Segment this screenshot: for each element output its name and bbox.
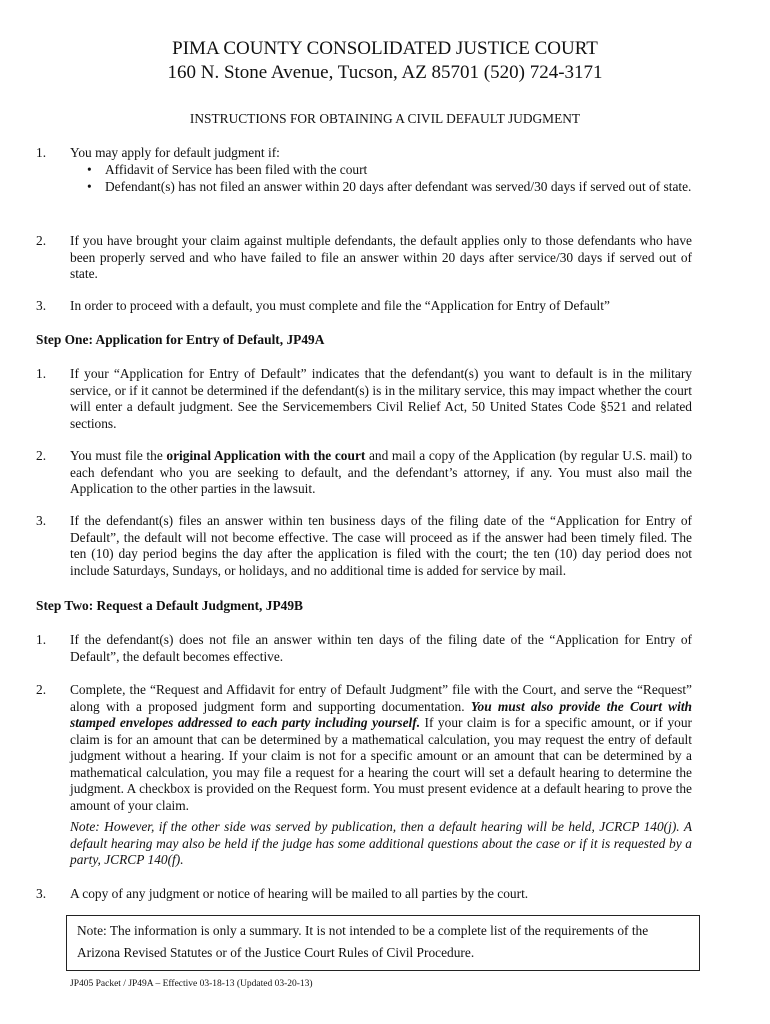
item-text: In order to proceed with a default, you must complete and file the “Application for Entry of Default” <box>70 298 610 313</box>
item-text: You may apply for default judgment if: <box>70 145 280 160</box>
item-text: If your “Application for Entry of Default” indicates that the defendant(s) you want to default is in the military service, or if it cannot be determined if the defendant(s) is in the military service, this may impact whether the court will enter a default judgment. See the Servicemembers Civil Relief Act, 50 United States Code §521 and related sections. <box>70 366 692 431</box>
item-text: If the defendant(s) files an answer within ten business days of the filing date of the “Application for Entry of Default”, the default will not become effective. The case will proceed as if the answer had been timely filed. The ten (10) day period begins the day after the application is filed with the court; the ten (10) day period does not include Saturdays, Sundays, or holidays, and no additional time is added for service by mail. <box>70 513 692 578</box>
item-text <box>70 448 692 498</box>
item-number: 2. <box>36 233 47 248</box>
bold-text: original Application with the court <box>166 448 366 463</box>
bold-italic-text: You must also provide the Court with stamped envelopes addressed to each party including yourself. <box>70 698 693 730</box>
item-number: 3. <box>36 513 47 528</box>
item-number: 1. <box>36 366 47 381</box>
text-segment: and mail a copy of the Application (by regular U.S. mail) to each defendant who you are seeking to default, and the defendant’s attorney, if any. You must also mail the Application to the other parties in the lawsuit. <box>70 448 693 496</box>
bullet-text: Defendant(s) has not filed an answer within 20 days after defendant was served/30 days if served out of state. <box>105 179 692 194</box>
item-text: If the defendant(s) does not file an answer within ten days of the filing date of the “Application for Entry of Default”, the default becomes effective. <box>70 632 692 664</box>
intro-item-3 <box>36 298 692 315</box>
step-two-heading: Step Two: Request a Default Judgment, JP49B <box>36 598 303 613</box>
document-heading: INSTRUCTIONS FOR OBTAINING A CIVIL DEFAULT JUDGMENT <box>189 111 581 126</box>
step-two-item-3 <box>36 886 692 903</box>
bullet-text: Affidavit of Service has been filed with the court <box>105 162 368 177</box>
bullet-item: • Affidavit of Service has been filed with the court <box>70 162 692 179</box>
bullet-item: • Defendant(s) has not filed an answer within 20 days after defendant was served/30 days if served out of state. <box>87 179 692 194</box>
text-segment: If your claim is for a specific amount, or if your claim is for an amount that can be determined by a mathematical calculation, you may request the entry of default judgment without a hearing. If your claim is not for a specific amount or an amount that can be determined by a mathematical calculation, you may file a request for a hearing the court will set a default hearing to determine the judgment. A checkbox is provided on the Request form. You must present evidence at a default hearing to prove the amount of your claim. <box>70 715 692 813</box>
summary-note-text: Note: The information is only a summary. It is not intended to be a complete list of the requirements of the Arizona Revised Statutes or of the Justice Court Rules of Civil Procedure. <box>77 923 649 960</box>
summary-note-box <box>66 915 700 971</box>
text-segment: Complete, the “Request and Affidavit for entry of Default Judgment” file with the Court, and serve the “Request” along with a proposed judgment form and supporting documentation. <box>70 682 692 714</box>
step-one-heading: Step One: Application for Entry of Default, JP49A <box>36 332 325 347</box>
item-number: 2. <box>36 682 47 697</box>
item-number: 2. <box>36 448 47 463</box>
step-one-item-3 <box>36 513 692 579</box>
text-segment: You must file the <box>70 448 167 463</box>
intro-item-2 <box>36 233 692 283</box>
item-text <box>70 682 692 814</box>
step-one-item-2 <box>36 448 692 498</box>
intro-item-1 <box>36 145 692 162</box>
court-address: 160 N. Stone Avenue, Tucson, AZ 85701 (520) 724-3171 <box>167 62 603 83</box>
step-two-item-2 <box>36 682 692 869</box>
item-number: 1. <box>36 632 47 647</box>
italic-note: Note: However, if the other side was served by publication, then a default hearing will be held, JCRCP 140(j). A default hearing may also be held if the judge has some additional questions about the case or if it is requested by a party, JCRCP 140(f). <box>70 819 692 867</box>
footer: JP405 Packet / JP49A – Effective 03-18-13 (Updated 03-20-13) <box>70 979 313 989</box>
item-text: If you have brought your claim against multiple defendants, the default applies only to those defendants who have been properly served and who have failed to file an answer within 20 days after service/30 days if served out of state. <box>70 233 692 281</box>
item-number: 3. <box>36 298 47 313</box>
item-number: 3. <box>36 886 47 901</box>
step-two-item-1 <box>36 632 692 665</box>
court-name: PIMA COUNTY CONSOLIDATED JUSTICE COURT <box>172 38 598 59</box>
step-one-item-1 <box>36 366 692 432</box>
item-text: A copy of any judgment or notice of hearing will be mailed to all parties by the court. <box>70 886 529 901</box>
item-number: 1. <box>36 145 47 160</box>
